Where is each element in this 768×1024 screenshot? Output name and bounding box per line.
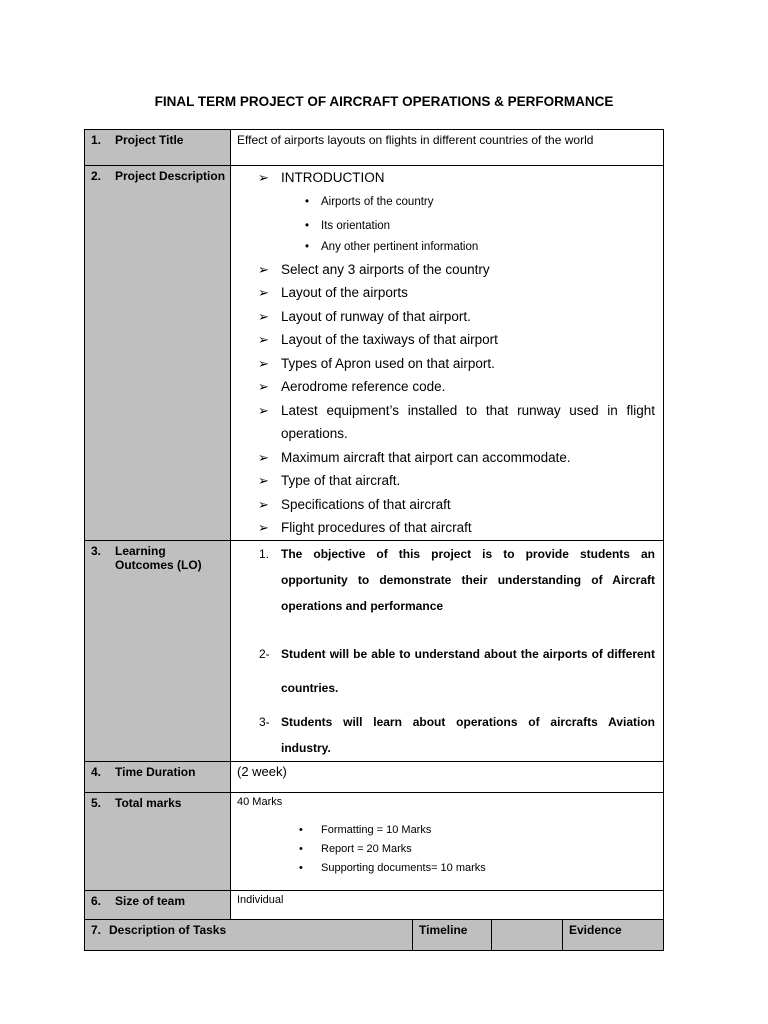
row-project-description (85, 166, 664, 541)
row-label: Description of Tasks (109, 922, 227, 937)
row-label: Learning Outcomes (LO) (115, 543, 202, 572)
intro-point-text: Its orientation (321, 219, 391, 232)
value-cell (231, 540, 664, 761)
row-number: 4. (91, 764, 102, 779)
list-item (231, 709, 663, 761)
bullet-icon: • (299, 842, 303, 855)
list-item (231, 493, 663, 517)
value-cell (231, 166, 664, 541)
project-title-value: Effect of airports layouts on flights in different countries of the world (237, 133, 594, 147)
row-number: 5. (91, 795, 102, 810)
intro-point-text: Any other pertinent information (321, 240, 479, 253)
item-number: 1. (259, 546, 270, 561)
item-text: Latest equipment’s installed to that runway used in flight operations. (281, 402, 655, 441)
list-item (231, 469, 663, 493)
intro-heading: INTRODUCTION (281, 170, 385, 185)
value-cell (231, 761, 664, 792)
item-text: Layout of runway of that airport. (281, 308, 471, 324)
arrow-bullet-icon: ➢ (258, 496, 269, 512)
evidence-header: Evidence (562, 920, 663, 950)
value-cell (231, 890, 664, 919)
arrow-bullet-icon: ➢ (258, 332, 269, 347)
item-text: Report = 20 Marks (321, 842, 412, 855)
value-cell (231, 792, 664, 890)
arrow-bullet-icon: ➢ (258, 379, 269, 394)
time-duration-value: (2 week) (237, 763, 287, 779)
list-item (231, 281, 663, 305)
row-label: Time Duration (115, 764, 196, 779)
total-marks-value: 40 Marks (237, 795, 283, 808)
item-text: Supporting documents= 10 marks (321, 861, 486, 874)
tasks-label (85, 920, 412, 950)
list-item (231, 375, 663, 399)
learning-outcomes-list (231, 541, 663, 761)
arrow-bullet-icon: ➢ (258, 308, 269, 324)
arrow-bullet-icon: ➢ (258, 285, 269, 300)
item-text: Types of Apron used on that airport. (281, 355, 495, 371)
list-item (231, 516, 663, 540)
document-title: FINAL TERM PROJECT OF AIRCRAFT OPERATIONS & PERFORMANCE (154, 94, 614, 109)
bullet-icon: • (299, 861, 303, 874)
list-item (231, 305, 663, 329)
bullet-icon: • (305, 240, 310, 253)
project-table (84, 129, 664, 951)
team-size-value: Individual (237, 893, 284, 906)
row-number: 3. (91, 543, 102, 558)
row-number: 7. (91, 922, 102, 937)
arrow-bullet-icon: ➢ (258, 473, 269, 488)
list-item (231, 214, 663, 238)
list-item (231, 166, 663, 190)
row-label: Size of team (115, 893, 186, 908)
list-item (231, 637, 663, 705)
item-text: Formatting = 10 Marks (321, 823, 432, 836)
item-text: Student will be able to understand about the airports of different countries. (281, 646, 655, 695)
marks-breakdown (231, 821, 663, 878)
list-item (231, 258, 663, 282)
list-item (231, 446, 663, 470)
label-cell (85, 540, 231, 761)
row-team-size (85, 890, 664, 919)
item-number: 2- (259, 646, 270, 661)
list-item (231, 859, 663, 878)
row-label: Project Description (115, 169, 226, 183)
list-item (231, 541, 663, 619)
label-cell (85, 166, 231, 541)
item-text: Select any 3 airports of the country (281, 261, 490, 277)
label-cell (85, 761, 231, 792)
arrow-bullet-icon: ➢ (258, 520, 269, 535)
bullet-icon: • (305, 219, 310, 232)
item-text: Aerodrome reference code. (281, 379, 446, 394)
row-number: 1. (91, 133, 102, 147)
row-number: 2. (91, 169, 102, 183)
timeline-header: Timeline (412, 920, 491, 950)
bullet-icon: • (299, 823, 303, 836)
list-item (231, 352, 663, 376)
list-item (231, 399, 663, 446)
list-item (231, 328, 663, 352)
intro-point-text: Airports of the country (321, 195, 434, 208)
item-text: Layout of the taxiways of that airport (281, 332, 498, 347)
bullet-icon: • (305, 195, 310, 208)
arrow-bullet-icon: ➢ (258, 355, 269, 371)
blank-header (491, 920, 562, 950)
arrow-bullet-icon: ➢ (258, 402, 269, 418)
item-text: Flight procedures of that aircraft (281, 520, 472, 535)
value-cell (231, 130, 664, 166)
row-label: Project Title (115, 133, 184, 147)
list-item (231, 238, 663, 256)
item-text: The objective of this project is to provide students an opportunity to demonstrate their understanding of Aircraft operations and performance (281, 546, 655, 613)
description-list (231, 166, 663, 190)
arrow-bullet-icon: ➢ (258, 261, 269, 277)
row-time-duration (85, 761, 664, 792)
label-cell (85, 792, 231, 890)
item-text: Type of that aircraft. (281, 473, 401, 488)
row-number: 6. (91, 893, 102, 908)
description-items (231, 258, 663, 540)
row-total-marks (85, 792, 664, 890)
row-learning-outcomes (85, 540, 664, 761)
label-cell (85, 130, 231, 166)
tasks-header-cell (85, 919, 664, 950)
item-text: Maximum aircraft that airport can accommodate. (281, 449, 571, 465)
row-project-title (85, 130, 664, 166)
row-label: Total marks (115, 795, 182, 810)
arrow-bullet-icon: ➢ (258, 449, 269, 465)
tasks-header (85, 920, 663, 950)
item-text: Layout of the airports (281, 285, 408, 300)
item-number: 3- (259, 714, 270, 729)
list-item (231, 840, 663, 859)
list-item (231, 821, 663, 840)
item-text: Students will learn about operations of aircrafts Aviation industry. (281, 714, 655, 755)
label-cell (85, 890, 231, 919)
item-text: Specifications of that aircraft (281, 496, 451, 512)
list-item (231, 190, 663, 214)
row-description-of-tasks (85, 919, 664, 950)
arrow-bullet-icon: ➢ (258, 170, 269, 185)
intro-points (231, 190, 663, 256)
